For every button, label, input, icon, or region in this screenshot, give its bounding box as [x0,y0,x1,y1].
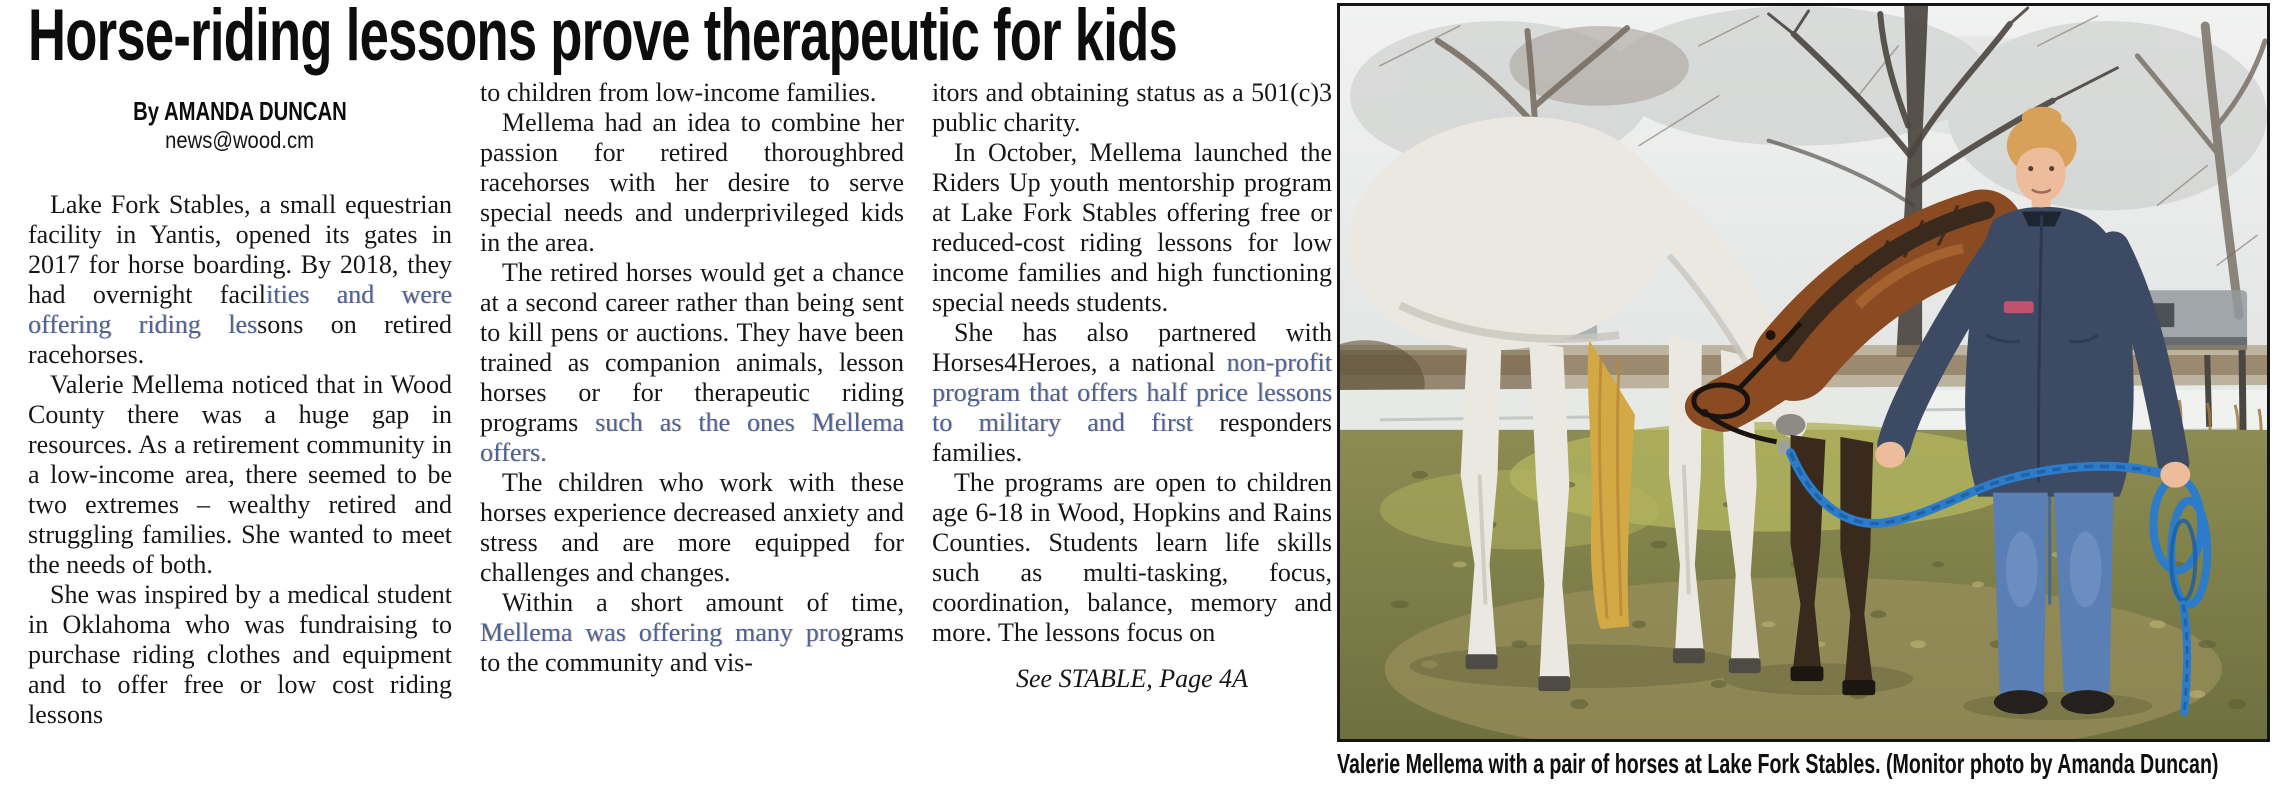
article-paragraph [932,78,1332,138]
scan-tinted-text: Mellema was offering many pro [480,618,841,647]
column-2-text [480,78,904,678]
article-column-1 [28,0,452,730]
paragraph-text: Valerie Mellema noticed that in Wood County there was a huge gap in resources. As a retirement community in a low-income area, there seemed to be two extremes – wealthy retired and struggling families. She wanted to meet the needs of both. [28,370,452,579]
paragraph-text: The children who work with these horses experience decreased anxiety and stress and are more equipped for challenges and changes. [480,468,904,587]
article-paragraph [480,108,904,258]
paragraph-text: She was inspired by a medical student in Oklahoma who was fundraising to purchase riding clothes and equipment and to offer free or low cost riding lessons [28,580,452,729]
article-paragraph [480,78,904,108]
article-photo [1337,3,2270,742]
article-paragraph [480,258,904,468]
paragraph-text: The programs are open to children age 6-18 in Wood, Hopkins and Rains Counties. Students learn life skills such as multi-tasking, focus, coordination, balance, memory and more. The lessons focus on [932,468,1332,647]
column-1-text [28,190,452,730]
article-paragraph [28,370,452,580]
continuation-notice [932,664,1332,694]
paragraph-text: Within a short amount of time, [502,588,904,617]
byline-email: news@wood.cm [165,127,315,153]
article-paragraph [480,468,904,588]
article-headline: Horse-riding lessons prove therapeutic for kids [28,0,1178,76]
article-column-3 [932,78,1332,694]
article-column-2 [480,78,904,678]
paragraph-text: itors and obtaining status as a 501(c)3 public charity. [932,78,1332,137]
byline-author: By AMANDA DUNCAN [133,96,347,126]
paragraph-text: to children from low-income families. [480,78,877,107]
paragraph-text: sons on retired racehorses. [28,310,452,369]
scan-tinted-text: ities and were offering riding les [28,280,453,339]
paragraph-text: She has also partnered with Horses4Heroes, a national [932,318,1332,377]
paragraph-text: Lake Fork Stables, a small equestrian facility in Yantis, opened its gates in 2017 for horse boarding. By 2018, they had overnight facil [28,190,452,309]
column-3-text [932,78,1332,694]
article-paragraph [932,138,1332,318]
scan-tinted-text: non-profit program that offers half price lessons to military and first [932,348,1332,437]
paragraph-text: responders families. [932,408,1332,467]
paragraph-text: Mellema had an idea to combine her passion for retired thoroughbred racehorses with her desire to serve special needs and underprivileged kids in the area. [480,108,904,257]
article-paragraph [932,468,1332,648]
photo-caption: Valerie Mellema with a pair of horses at Lake Fork Stables. (Monitor photo by Amanda Duncan) [1337,748,2219,779]
article-paragraph [28,190,452,370]
paragraph-text: In October, Mellema launched the Riders Up youth mentorship program at Lake Fork Stables offering free or reduced-cost riding lessons for low income families and high functioning special needs students. [932,138,1332,317]
caption-row [1337,748,2270,780]
article-paragraph [28,580,452,730]
photo-illustration [1340,6,2267,739]
paragraph-text: See STABLE, Page 4A [1015,664,1249,693]
paragraph-text: The retired horses would get a chance at a second career rather than being sent to kill pens or auctions. They have been trained as companion animals, lesson horses or for therapeutic riding programs [480,258,904,437]
scan-tinted-text: such as the ones Mellema offers. [480,408,905,467]
article-paragraph [480,588,904,678]
byline-block [28,96,452,154]
article-paragraph [932,318,1332,468]
paragraph-text: grams to the community and vis- [480,618,904,677]
